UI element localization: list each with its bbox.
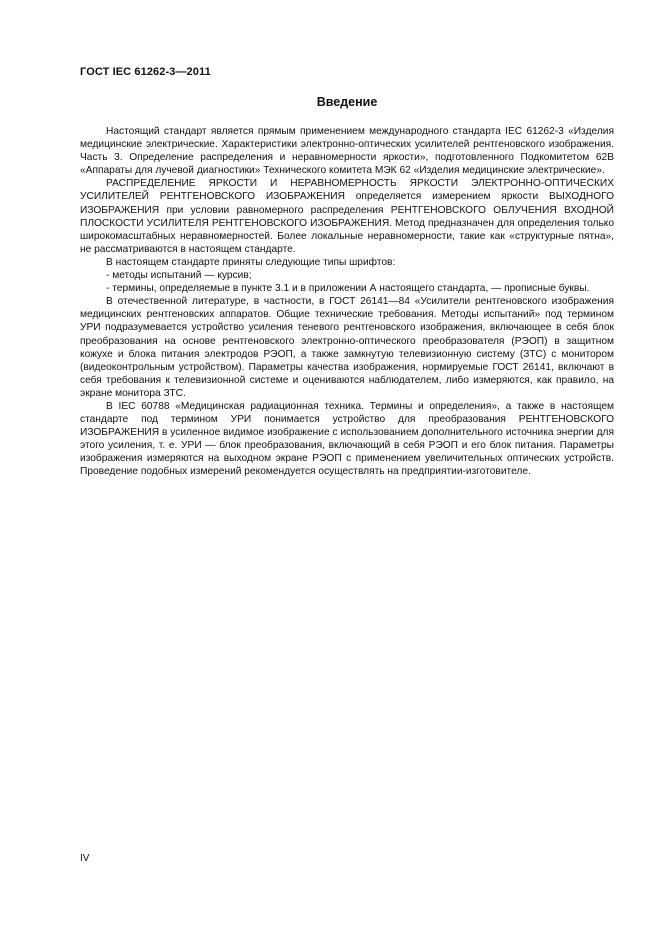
paragraph-method: РАСПРЕДЕЛЕНИЕ ЯРКОСТИ И НЕРАВНОМЕРНОСТЬ ЯРКОСТИ ЭЛЕКТРОННО-ОПТИЧЕСКИХ УСИЛИТЕЛЕЙ РЕНТГЕНОВСКОГО ИЗОБРАЖЕНИЯ определяется измерением яркости ВЫХОДНОГО ИЗОБРАЖЕНИЯ при условии равномерного распределения РЕНТГЕНОВСКОГО ОБЛУЧЕНИЯ ВХОДНОЙ ПЛОСКОСТИ УСИЛИТЕЛЯ РЕНТГЕНОВСКОГО ИЗОБРАЖЕНИЯ. Метод предназначен для определения только широкомасштабных неравномерностей. Более локальные неравномерности, такие как «структурные пятна», не рассматриваются в настоящем стандарте. [80,178,614,255]
section-title: Введение [316,95,378,109]
list-item-capitals: - термины, определяемые в пункте 3.1 и в приложении А настоящего стандарта, — прописные буквы. [106,283,590,295]
page-number: IV [80,853,90,864]
paragraph-fonts-intro: В настоящем стандарте приняты следующие типы шрифтов: [106,256,396,268]
paragraph-iec-definition: В IEC 60788 «Медицинская радиационная техника. Термины и определения», а также в настоящем стандарте под термином УРИ понимается устройство для преобразования РЕНТГЕНОВСКОГО ИЗОБРАЖЕНИЯ в усиленное видимое изображение с использованием дополнительного источника энергии для этого усиления, т. е. УРИ — блок преобразования, включающий в себя РЭОП и его блок питания. Параметры изображения измеряются на выходном экране РЭОП с применением увеличительных оптических устройств. Проведение подобных измерений рекомендуется осуществлять на предприятии-изготовителе. [80,400,614,478]
list-item-italic: - методы испытаний — курсив; [106,270,252,282]
paragraph-national-literature: В отечественной литературе, в частности, в ГОСТ 26141—84 «Усилители рентгеновского изображения медицинских рентгеновских аппаратов. Общие технические требования. Методы испытаний» под термином УРИ подразумевается устройство усиления теневого рентгеновского изображения, включающее в себя блок преобразования на основе рентгеновского электронно-оптического преобразователя (РЭОП) в защитном кожухе и блока питания электродов РЭОП, а также замкнутую телевизионную систему (ЗТС) с монитором (видеоконтрольным устройством). Параметры качества изображения, нормируемые ГОСТ 26141, включают в себя требования к телевизионной системе и оцениваются наблюдателем, либо измеряются, как правило, на экране монитора ЗТС. [80,296,614,399]
paragraph-scope: Настоящий стандарт является прямым применением международного стандарта IEC 61262-3 «Изделия медицинские электрические. Характеристики электронно-оптических усилителей рентгеновского изображения. Часть 3. Определение распределения и неравномерности яркости», подготовленного Подкомитетом 62В «Аппараты для лучевой диагностики» Технического комитета МЭК 62 «Изделия медицинские электрические». [80,126,614,177]
document-body [80,125,614,479]
standard-header: ГОСТ IEC 61262-3—2011 [80,66,211,78]
